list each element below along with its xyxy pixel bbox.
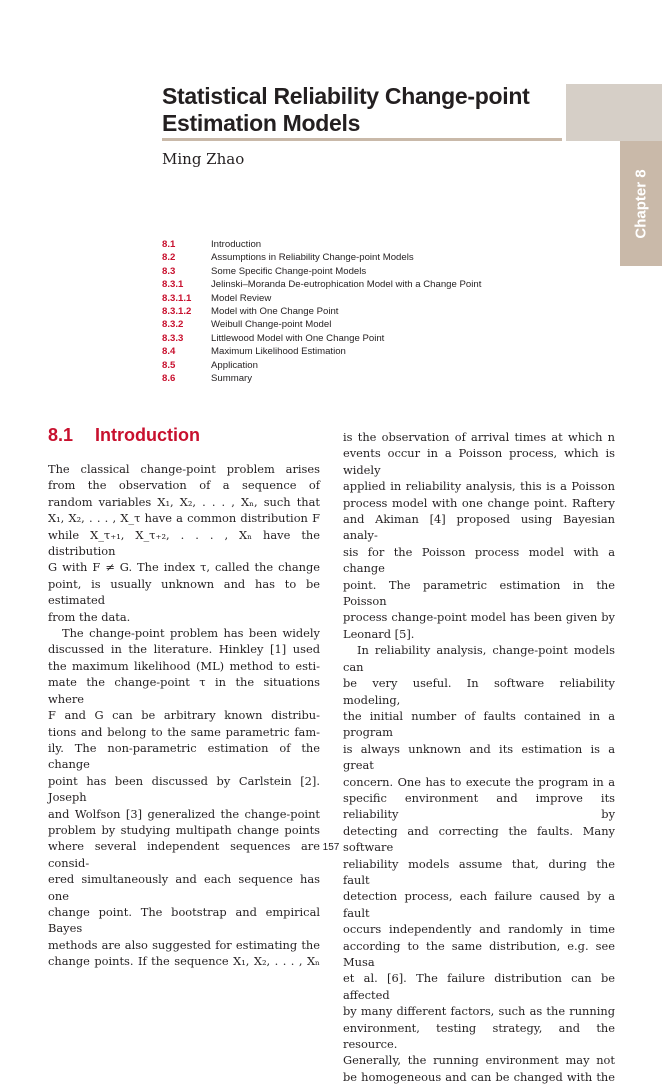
text-line: is the observation of arrival times at which n xyxy=(343,430,615,444)
toc-title: Assumptions in Reliability Change-point Models xyxy=(211,252,414,264)
toc-number: 8.3 xyxy=(162,265,176,277)
text-line: point has been discussed by Carlstein [2]. Joseph xyxy=(48,773,320,805)
text-line: the initial number of faults contained in a program xyxy=(343,708,615,740)
text-line: applied in reliability analysis, this is a Poisson xyxy=(343,479,615,494)
text-line: is always unknown and its estimation is a great xyxy=(343,741,615,773)
toc-entry[interactable] xyxy=(162,332,562,345)
text-line: point. The parametric estimation in the Poisson xyxy=(343,577,615,609)
toc-number: 8.3.3 xyxy=(162,332,184,344)
right-text-column xyxy=(343,429,615,1085)
toc-number: 8.2 xyxy=(162,252,176,264)
toc-entry[interactable] xyxy=(162,305,562,318)
toc-title: Summary xyxy=(211,373,253,385)
text-line: change point. The bootstrap and empirical Bayes xyxy=(48,904,320,936)
toc-title: Littlewood Model with One Change Point xyxy=(211,332,385,344)
toc-title: Maximum Likelihood Estimation xyxy=(211,346,346,358)
text-line: where several independent sequences are consid- xyxy=(48,839,320,870)
text-line: discussed in the literature. Hinkley [1] used xyxy=(48,642,320,657)
toc-entry[interactable] xyxy=(162,238,562,251)
text-line: mate the change-point τ in the situations where xyxy=(48,675,320,706)
toc-number: 8.3.1.2 xyxy=(162,306,192,318)
text-line: X₁, X₂, . . . , X_τ have a common distribution F xyxy=(48,511,320,526)
toc-entry[interactable] xyxy=(162,372,562,385)
left-text-column xyxy=(48,461,320,970)
toc-title: Weibull Change-point Model xyxy=(211,319,332,331)
toc-entry[interactable] xyxy=(162,278,562,291)
text-line: occurs independently and randomly in time xyxy=(343,922,615,937)
section-heading xyxy=(48,425,200,446)
text-line: be homogeneous and can be changed with the xyxy=(343,1069,615,1084)
text-line: change points. If the sequence X₁, X₂, . . . , Xₙ xyxy=(48,954,320,969)
chapter-side-block xyxy=(566,84,662,141)
text-line: reliability models assume that, during the fault xyxy=(343,856,615,887)
toc-number: 8.3.1.1 xyxy=(162,292,192,304)
toc-number: 8.1 xyxy=(162,239,176,250)
toc-number: 8.4 xyxy=(162,346,176,358)
text-line: Leonard [5]. xyxy=(343,626,415,641)
toc-title: Some Specific Change-point Models xyxy=(211,265,367,277)
toc-title: Introduction xyxy=(211,239,262,250)
toc-number: 8.3.1 xyxy=(162,279,184,291)
text-line: detection process, each failure caused by a fault xyxy=(343,889,615,920)
chapter-title xyxy=(162,83,562,137)
toc-entry[interactable] xyxy=(162,292,562,305)
chapter-tab xyxy=(620,141,662,266)
text-line: The change-point problem has been widely xyxy=(62,626,320,641)
text-line: F and G can be arbitrary known distribu- xyxy=(48,708,320,723)
text-line: specific environment and improve its reliability by xyxy=(343,790,615,822)
text-line: events occur in a Poisson process, which is widely xyxy=(343,446,615,477)
text-line: ily. The non-parametric estimation of the change xyxy=(48,740,320,772)
toc-entry[interactable] xyxy=(162,251,562,264)
text-line: et al. [6]. The failure distribution can be affected xyxy=(343,971,615,1002)
toc-number: 8.3.2 xyxy=(162,319,184,331)
text-line: by many different factors, such as the running xyxy=(343,1004,615,1019)
text-line: G with F ≠ G. The index τ, called the change xyxy=(48,560,320,575)
text-line: the maximum likelihood (ML) method to esti- xyxy=(48,658,320,673)
toc-title: Model with One Change Point xyxy=(211,306,339,318)
section-title: Introduction xyxy=(95,425,200,445)
text-line: Generally, the running environment may not xyxy=(343,1053,615,1068)
text-line: process change-point model has been given by xyxy=(343,610,615,625)
toc-title: Jelinski–Moranda De-eutrophication Model with a Change Point xyxy=(211,279,482,291)
text-line: random variables X₁, X₂, . . . , Xₙ, such that xyxy=(48,494,320,509)
text-line: from the observation of a sequence of xyxy=(48,478,320,493)
text-line: problem by studying multipath change points xyxy=(48,822,320,837)
toc-number: 8.6 xyxy=(162,373,176,385)
toc-entry[interactable] xyxy=(162,265,562,278)
text-line: and Akiman [4] proposed using Bayesian analy- xyxy=(343,512,615,543)
chapter-tab-label: Chapter 8 xyxy=(632,168,650,239)
text-line: according to the same distribution, e.g. see Musa xyxy=(343,938,615,969)
text-line: ered simultaneously and each sequence has one xyxy=(48,872,320,903)
toc-entry[interactable] xyxy=(162,345,562,358)
toc-entry[interactable] xyxy=(162,359,562,372)
text-line: detecting and correcting the faults. Many software xyxy=(343,823,615,855)
section-number: 8.1 xyxy=(48,425,74,445)
text-line: environment, testing strategy, and the resource. xyxy=(343,1020,615,1052)
page-number: 157 xyxy=(322,842,340,853)
toc-title: Application xyxy=(211,359,258,371)
toc-title: Model Review xyxy=(211,292,272,304)
toc-number: 8.5 xyxy=(162,359,176,371)
table-of-contents xyxy=(162,238,562,385)
text-line: tions and belong to the same parametric fam- xyxy=(48,724,320,739)
chapter-title-line-2: Estimation Models xyxy=(162,110,361,136)
text-line: concern. One has to execute the program in a xyxy=(343,774,615,789)
chapter-title-line-1: Statistical Reliability Change-point xyxy=(162,83,530,109)
text-line: sis for the Poisson process model with a change xyxy=(343,544,615,576)
text-line: from the data. xyxy=(48,609,131,624)
text-line: In reliability analysis, change-point models can xyxy=(343,643,615,674)
toc-entry[interactable] xyxy=(162,318,562,331)
text-line: and Wolfson [3] generalized the change-point xyxy=(48,806,320,821)
title-rule xyxy=(162,138,562,141)
text-line: be very useful. In software reliability modeling, xyxy=(343,676,615,707)
author-name: Ming Zhao xyxy=(162,150,245,168)
text-line: methods are also suggested for estimating the xyxy=(48,937,320,952)
text-line: point, is usually unknown and has to be estimated xyxy=(48,576,320,608)
text-line: while X_τ₊₁, X_τ₊₂, . . . , Xₙ have the distribution xyxy=(48,527,320,559)
text-line: The classical change-point problem arises xyxy=(48,462,320,476)
text-line: process model with one change point. Raftery xyxy=(343,495,615,510)
